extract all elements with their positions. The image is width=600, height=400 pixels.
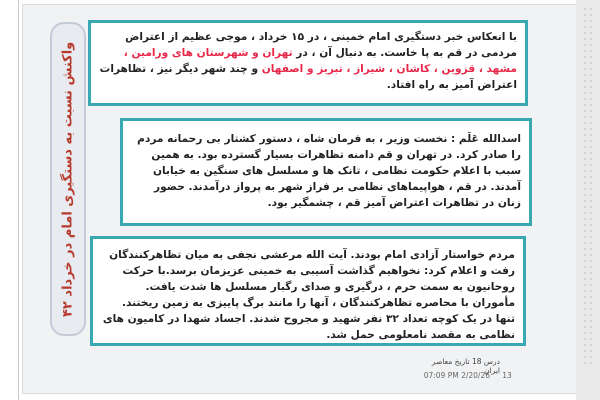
text-box-alam (120, 118, 532, 226)
right-margin (576, 0, 600, 400)
protests-intro: با انعکاس خبر دستگیری امام خمینی ، در ۱۵ خرداد ، موجی عظیم از اعتراض مردمی در قم به پا خاست. به دنبال آن ، در (125, 31, 517, 59)
protests-paragraph (99, 29, 517, 93)
margin-rule (18, 0, 19, 400)
alam-paragraph: اسدالله عَلَم : نخست وزیر ، به فرمان شاه ، دستور کشتار بی رحمانه مردم را صادر کرد. در تهران و قم دامنه تظاهرات بسیار گسترده بود. به همین سبب با اعلام حکومت نظامی ، تانک ها و مسلسل های سنگین به خیابان آمدند. در قم ، هواپیماهای نظامی بر فراز شهر به پرواز درآمدند. حضور زنان در تظاهرات اعتراض آمیز قم ، چشمگیر بود. (137, 133, 521, 209)
protests-outro: و چند شهر دیگر نیز ، تظاهرات اعتراض آمیز به راه افتاد. (99, 63, 517, 91)
cities-highlight: تهران و شهرستان های ورامین ، مشهد ، قزوین ، کاشان ، شیراز ، تبریز و اصفهان (123, 47, 517, 75)
text-box-release (90, 236, 526, 346)
dot-pattern (582, 6, 594, 366)
left-margin (0, 0, 22, 400)
text-box-protests (88, 20, 528, 106)
footer-datetime: 07:09 PM 2/20/26 (423, 371, 490, 380)
release-paragraph: مردم خواستار آزادی امام بودند. آیت الله مرعشی نجفی به میان تظاهرکنندگان رفت و اعلام کرد: نخواهیم گذاشت آسیبی به خمینی عزیزمان برسد.با حرکت روحانیون به سمت حرم ، درگیری و صدای رگبار مسلسل ها شدت یافت. مأموران با محاصره تظاهرکنندگان ، آنها را مانند برگ پاییزی به زمین ریختند. تنها در یک کوچه تعداد ۳۲ نفر شهید و مجروح شدند. اجساد شهدا در کامیون های نظامی به مقصد نامعلومی حمل شد. (102, 249, 515, 341)
footer-lesson-title: درس 18 تاریخ معاصر ایران (431, 357, 500, 375)
side-title: واکنش نسبت به دستگیری امام در خرداد ۴۲ (60, 41, 76, 317)
footer-page-number: 13 (502, 371, 512, 380)
side-title-banner (50, 22, 86, 336)
